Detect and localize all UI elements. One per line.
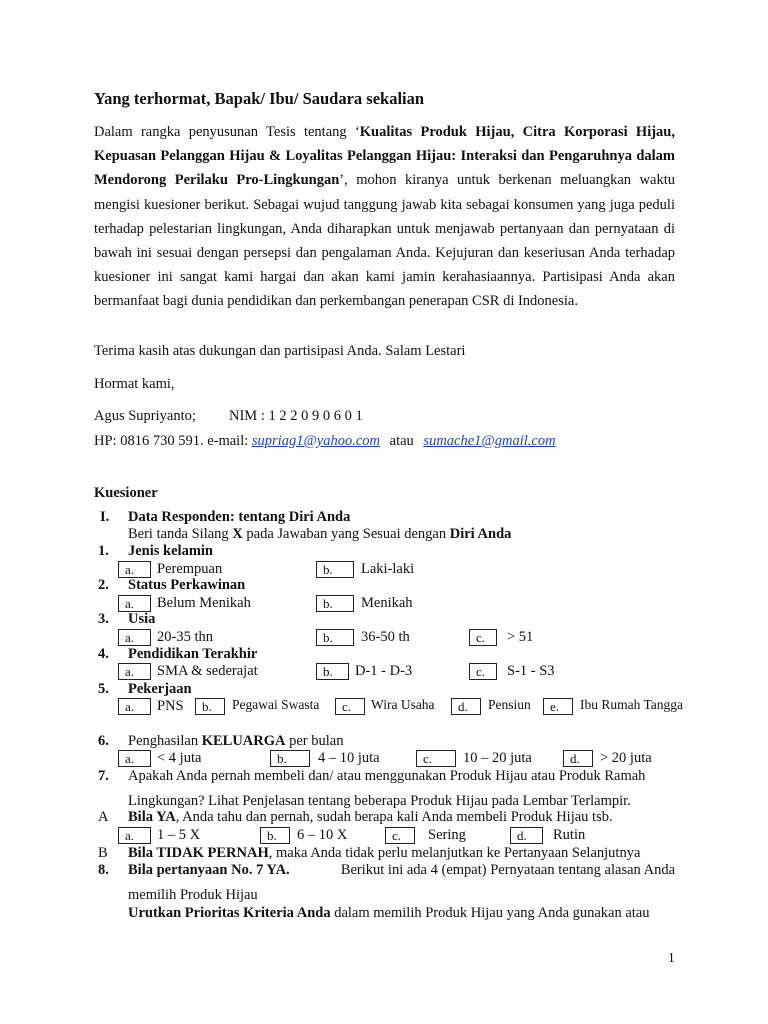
q1-option-a-box[interactable]: a. bbox=[118, 561, 151, 578]
q1-option-a-label: Perempuan bbox=[157, 561, 223, 577]
q1-option-b-label: Laki-laki bbox=[361, 561, 415, 577]
thesis-title: Kualitas Produk Hijau, Citra Korporasi Hijau, Kepuasan Pelanggan Hijau & Loyalitas Pelanggan Hijau: Interaksi dan Pengaruhnya dalam Mendorong Perilaku Pro-Lingkungan bbox=[94, 124, 675, 189]
intro-text-rest: ’, mohon kiranya untuk berkenan meluangkan waktu mengisi kuesioner berikut. Sebagai wujud tanggung jawab kita sebagai konsumen yang juga peduli terhadap pelestarian lingkungan, Anda diharapkan untuk menjawab pertanyaan dan pernyataan di bawah ini sesuai dengan persepsi dan pengalaman Anda. Kejujuran dan keseriusan Anda terhadap kuesioner ini sangat kami hargai dan akan kami jamin kerahasiaannya. Partisipasi Anda akan bermanfaat bagi dunia pendidikan dan perkembangan penerapan CSR di Indonesia. bbox=[94, 172, 675, 310]
email-link-gmail[interactable]: sumache1@gmail.com bbox=[423, 433, 556, 449]
q5-option-b-label: Pegawai Swasta bbox=[232, 697, 320, 712]
q2-option-a-label: Belum Menikah bbox=[157, 595, 251, 611]
q5-option-a-box[interactable]: a. bbox=[118, 698, 151, 715]
or-text: atau bbox=[386, 433, 418, 449]
q8-text-line3 bbox=[128, 905, 650, 922]
regards-line: Hormat kami, bbox=[94, 376, 175, 392]
author-nim: NIM : 1 2 2 0 9 0 6 0 1 bbox=[229, 408, 363, 424]
qa-letter: A bbox=[98, 809, 109, 825]
q5-option-e-label: Ibu Rumah Tangga bbox=[580, 697, 684, 712]
contact-line bbox=[94, 433, 556, 450]
q6-option-d-box[interactable]: d. bbox=[563, 750, 593, 767]
q8-number: 8. bbox=[98, 862, 109, 878]
thanks-line: Terima kasih atas dukungan dan partisipasi Anda. Salam Lestari bbox=[94, 343, 466, 359]
qa-text bbox=[128, 809, 613, 826]
q4-label: Pendidikan Terakhir bbox=[128, 646, 258, 662]
instruction-line bbox=[128, 526, 511, 543]
instruction-text-2: pada Jawaban yang Sesuai dengan bbox=[242, 526, 450, 542]
q6-emphasis: KELUARGA bbox=[201, 733, 286, 749]
qb-emphasis: Bila TIDAK PERNAH bbox=[128, 845, 269, 861]
q6-option-c-label: 10 – 20 juta bbox=[463, 750, 532, 766]
email-link-yahoo[interactable]: supriag1@yahoo.com bbox=[251, 433, 381, 449]
instruction-text: Beri tanda Silang bbox=[128, 526, 233, 542]
intro-paragraph bbox=[94, 120, 675, 314]
q5-option-c-box[interactable]: c. bbox=[335, 698, 365, 715]
q6-option-a-box[interactable]: a. bbox=[118, 750, 151, 767]
q4-option-a-label: SMA & sederajat bbox=[157, 663, 258, 679]
q6-option-c-box[interactable]: c. bbox=[416, 750, 456, 767]
q2-option-b-label: Menikah bbox=[361, 595, 413, 611]
q6-option-a-label: < 4 juta bbox=[157, 750, 202, 766]
q2-number: 2. bbox=[98, 577, 109, 593]
qa-emphasis: Bila YA bbox=[128, 809, 176, 825]
author-name: Agus Supriyanto; bbox=[94, 408, 196, 424]
q2-label: Status Perkawinan bbox=[128, 577, 246, 593]
q6-option-b-label: 4 – 10 juta bbox=[318, 750, 380, 766]
q6-number: 6. bbox=[98, 733, 109, 749]
qa-option-b-box[interactable]: b. bbox=[260, 827, 290, 844]
q7-number: 7. bbox=[98, 768, 109, 784]
qb-letter: B bbox=[98, 845, 108, 861]
instruction-emphasis: Diri Anda bbox=[449, 526, 512, 542]
q5-option-c-label: Wira Usaha bbox=[371, 697, 435, 712]
q5-number: 5. bbox=[98, 681, 109, 697]
q1-number: 1. bbox=[98, 543, 109, 559]
q6-option-d-label: > 20 juta bbox=[600, 750, 652, 766]
q4-option-c-label: S-1 - S3 bbox=[507, 663, 555, 679]
qa-rest: , Anda tahu dan pernah, sudah berapa kali Anda membeli Produk Hijau tsb. bbox=[175, 809, 613, 825]
q8-text-line1 bbox=[128, 862, 675, 879]
q5-option-d-label: Pensiun bbox=[488, 697, 531, 712]
q5-option-b-box[interactable]: b. bbox=[195, 698, 225, 715]
q1-label: Jenis kelamin bbox=[128, 543, 213, 559]
q5-option-d-box[interactable]: d. bbox=[451, 698, 481, 715]
q3-option-c-label: > 51 bbox=[507, 629, 534, 645]
qa-option-a-label: 1 – 5 X bbox=[157, 827, 201, 843]
q3-number: 3. bbox=[98, 611, 109, 627]
q3-option-a-label: 20-35 thn bbox=[157, 629, 213, 645]
q8-text-line2: memilih Produk Hijau bbox=[128, 887, 258, 903]
q8-rest: Berikut ini ada 4 (empat) Pernyataan tentang alasan Anda bbox=[340, 862, 675, 878]
q2-option-b-box[interactable]: b. bbox=[316, 595, 354, 612]
qb-rest: , maka Anda tidak perlu melanjutkan ke Pertanyaan Selanjutnya bbox=[268, 845, 641, 861]
q6-text: Penghasilan bbox=[128, 733, 202, 749]
q4-option-b-box[interactable]: b. bbox=[316, 663, 349, 680]
qa-option-c-box[interactable]: c. bbox=[385, 827, 415, 844]
qa-option-a-box[interactable]: a. bbox=[118, 827, 151, 844]
qa-option-d-box[interactable]: d. bbox=[510, 827, 543, 844]
q3-label: Usia bbox=[128, 611, 156, 627]
q3-option-c-box[interactable]: c. bbox=[469, 629, 497, 646]
q8-emphasis: Bila pertanyaan No. 7 YA. bbox=[128, 862, 290, 878]
q7-text-line1: Apakah Anda pernah membeli dan/ atau menggunakan Produk Hijau atau Produk Ramah bbox=[128, 768, 646, 784]
q5-label: Pekerjaan bbox=[128, 681, 192, 697]
q4-number: 4. bbox=[98, 646, 109, 662]
q3-option-b-box[interactable]: b. bbox=[316, 629, 354, 646]
q4-option-b-label: D-1 - D-3 bbox=[355, 663, 413, 679]
q1-option-b-box[interactable]: b. bbox=[316, 561, 354, 578]
q2-option-a-box[interactable]: a. bbox=[118, 595, 151, 612]
questionnaire-heading: Kuesioner bbox=[94, 485, 158, 501]
q8-line3-emphasis: Urutkan Prioritas Kriteria Anda bbox=[128, 905, 331, 921]
q4-option-a-box[interactable]: a. bbox=[118, 663, 151, 680]
instruction-mark: X bbox=[232, 526, 243, 542]
section-number: I. bbox=[100, 509, 110, 525]
greeting-heading: Yang terhormat, Bapak/ Ibu/ Saudara sekalian bbox=[94, 89, 425, 108]
q5-option-e-box[interactable]: e. bbox=[543, 698, 573, 715]
q3-option-b-label: 36-50 th bbox=[361, 629, 410, 645]
q6-label bbox=[128, 733, 343, 750]
page-number: 1 bbox=[668, 950, 675, 965]
q5-option-a-label: PNS bbox=[157, 698, 184, 714]
q3-option-a-box[interactable]: a. bbox=[118, 629, 151, 646]
qa-option-c-label: Sering bbox=[428, 827, 466, 843]
qb-text bbox=[128, 845, 640, 862]
phone-text: HP: 0816 730 591. e-mail: bbox=[94, 433, 252, 449]
q4-option-c-box[interactable]: c. bbox=[469, 663, 497, 680]
q7-text-line2: Lingkungan? Lihat Penjelasan tentang beberapa Produk Hijau pada Lembar Terlampir. bbox=[128, 793, 631, 809]
qa-option-d-label: Rutin bbox=[553, 827, 586, 843]
intro-text-start: Dalam rangka penyusunan Tesis tentang ‘ bbox=[94, 124, 360, 140]
q8-line3-rest: dalam memilih Produk Hijau yang Anda gunakan atau bbox=[330, 905, 650, 921]
section-title: Data Responden: tentang Diri Anda bbox=[128, 509, 351, 525]
q6-text-2: per bulan bbox=[285, 733, 344, 749]
qa-option-b-label: 6 – 10 X bbox=[297, 827, 348, 843]
q6-option-b-box[interactable]: b. bbox=[270, 750, 310, 767]
